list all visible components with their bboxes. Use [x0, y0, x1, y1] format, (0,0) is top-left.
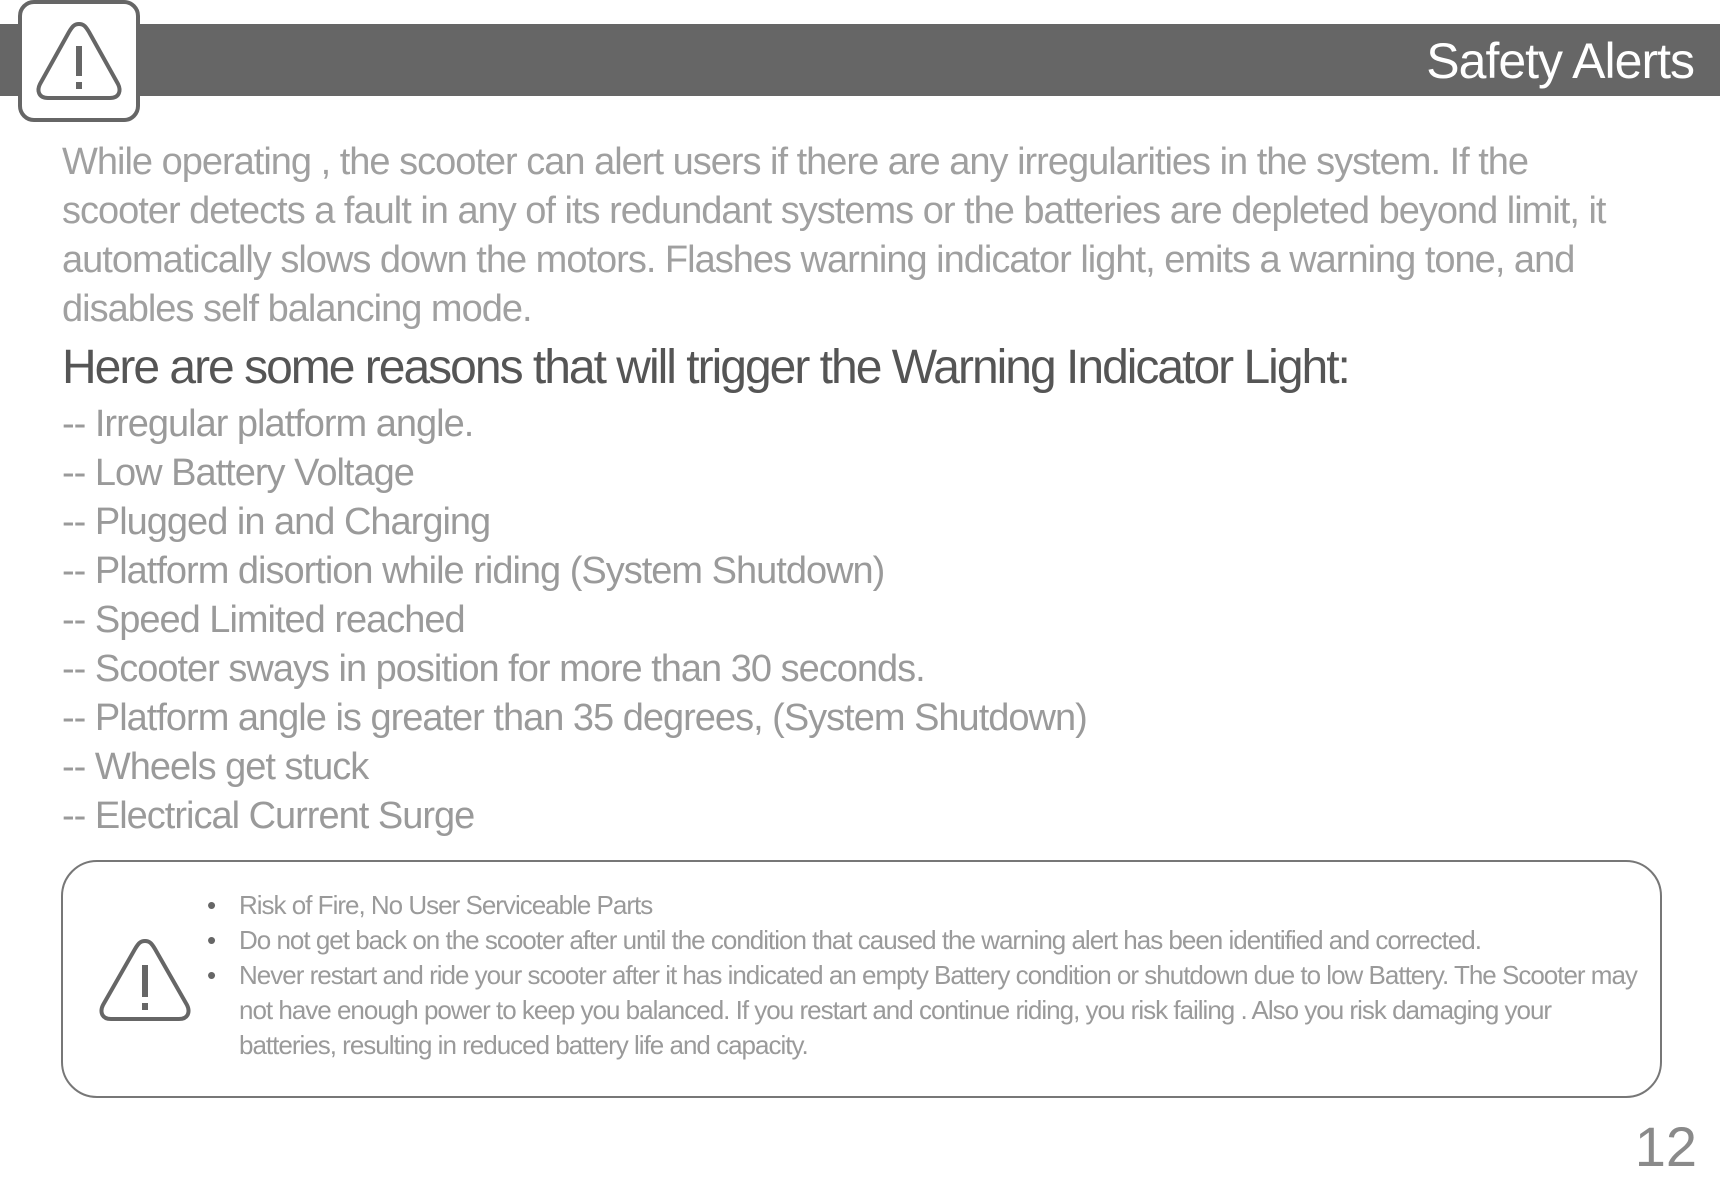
reason-item: -- Electrical Current Surge: [62, 795, 475, 837]
reason-item: -- Low Battery Voltage: [62, 452, 414, 494]
bullet: •: [207, 925, 216, 955]
bullet: •: [207, 890, 216, 920]
reason-item: -- Wheels get stuck: [62, 746, 369, 788]
warning-item: [207, 923, 1649, 958]
reason-item: -- Platform angle is greater than 35 degrees, (System Shutdown): [62, 697, 1087, 739]
warning-list: [207, 888, 1649, 1063]
reason-item: -- Plugged in and Charging: [62, 501, 491, 543]
reasons-list: [62, 400, 1087, 841]
header-warning-badge: [18, 0, 140, 122]
intro-paragraph: While operating , the scooter can alert users if there are any irregularities in the system. If the scooter detects a fault in any of its redundant systems or the batteries are depleted beyond limit, it automatically slows down the motors. Flashes warning indicator light, emits a warning tone, and disables self balancing mode.: [62, 141, 1606, 330]
warning-item-text: Do not get back on the scooter after until the condition that caused the warning alert has been identified and corrected.: [239, 925, 1481, 955]
reasons-heading: Here are some reasons that will trigger the Warning Indicator Light:: [62, 341, 1349, 394]
warning-triangle-icon: [97, 937, 193, 1025]
reason-item: -- Platform disortion while riding (System Shutdown): [62, 550, 885, 592]
warning-callout: [61, 860, 1662, 1098]
page-number: 12: [1634, 1115, 1697, 1178]
bullet: •: [207, 960, 216, 990]
reason-item: -- Speed Limited reached: [62, 599, 465, 641]
page-title: Safety Alerts: [1426, 33, 1694, 89]
header-bar: [0, 24, 1720, 96]
warning-item-text: Never restart and ride your scooter after it has indicated an empty Battery condition or shutdown due to low Battery. The Scooter may not have enough power to keep you balanced. If you restart and continue riding, you risk failing . Also you risk damaging your batteries, resulting in reduced battery life and capacity.: [239, 960, 1637, 1060]
warning-item: [207, 958, 1649, 1063]
warning-item: [207, 888, 1649, 923]
reason-item: -- Irregular platform angle.: [62, 403, 474, 445]
warning-triangle-icon: [32, 16, 126, 110]
warning-item-text: Risk of Fire, No User Serviceable Parts: [239, 890, 653, 920]
reason-item: -- Scooter sways in position for more than 30 seconds.: [62, 648, 925, 690]
